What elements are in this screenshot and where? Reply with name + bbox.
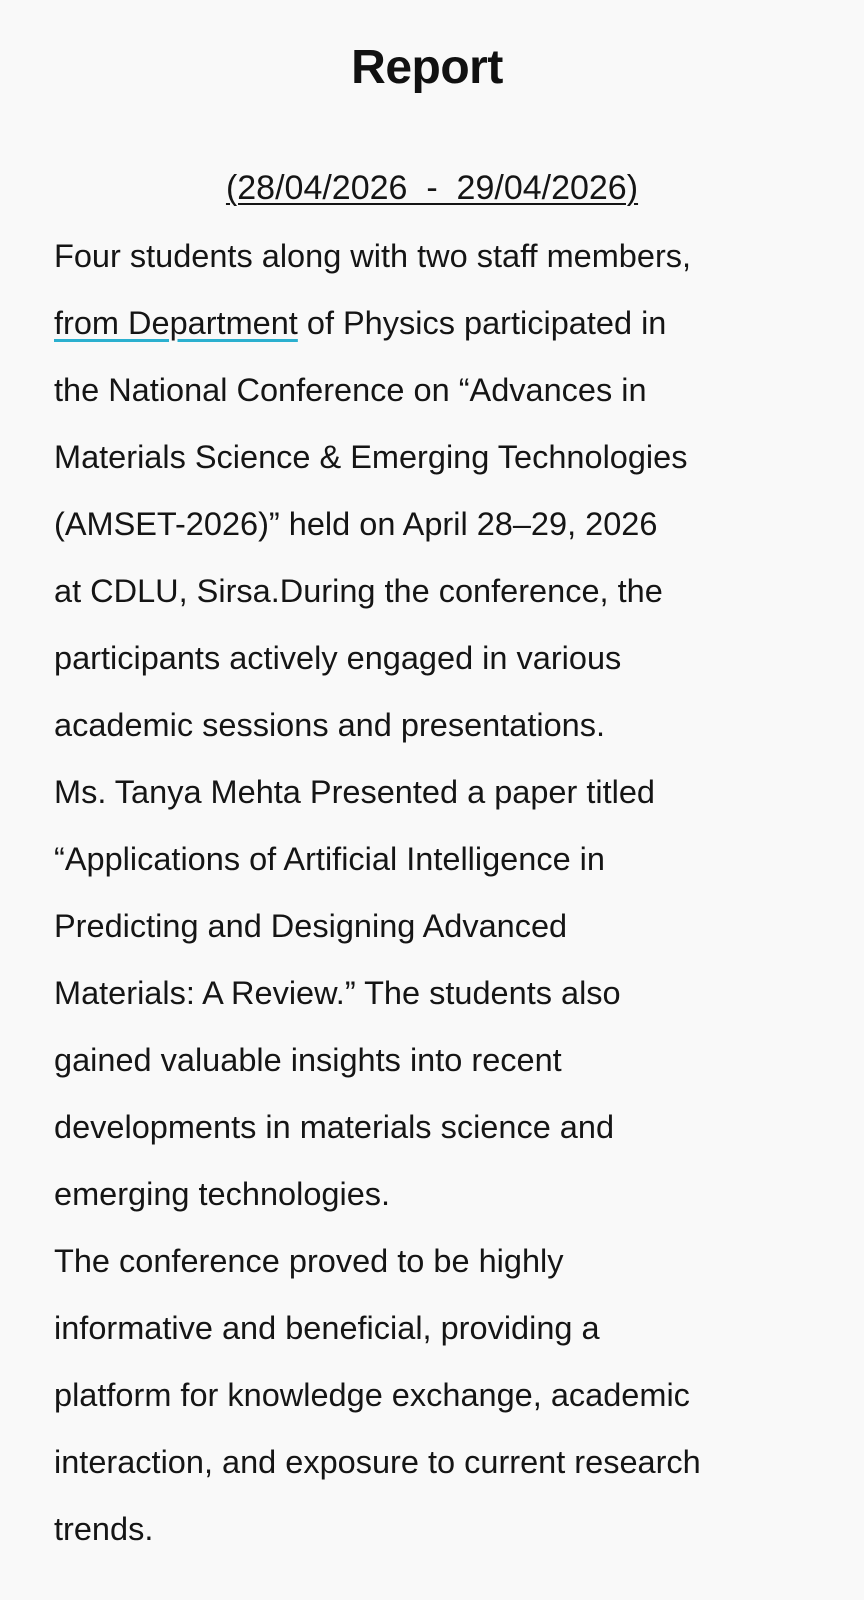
date-range: (28/04/2026 - 29/04/2026): [225, 169, 639, 207]
report-body[interactable]: [54, 223, 844, 1563]
text-line: academic sessions and presentations.: [54, 707, 606, 743]
text-line: gained valuable insights into recent: [54, 1042, 562, 1078]
text-line: Materials Science & Emerging Technologies: [54, 439, 688, 475]
text-line: “Applications of Artificial Intelligence in: [54, 841, 605, 877]
text-line-rest: of Physics participated in: [306, 305, 667, 341]
text-line: Four students along with two staff members,: [54, 238, 692, 274]
text-line: platform for knowledge exchange, academic: [54, 1377, 690, 1413]
text-line: emerging technologies.: [54, 1176, 391, 1212]
text-line: developments in materials science and: [54, 1109, 615, 1145]
text-line: Ms. Tanya Mehta Presented a paper titled: [54, 774, 655, 810]
text-line: the National Conference on “Advances in: [54, 372, 647, 408]
text-line: participants actively engaged in various: [54, 640, 622, 676]
text-line: interaction, and exposure to current research: [54, 1444, 701, 1480]
spellcheck-flagged-phrase[interactable]: from Department: [54, 305, 298, 341]
report-title: Report: [351, 41, 503, 94]
text-line: informative and beneficial, providing a: [54, 1310, 600, 1346]
text-line: The conference proved to be highly: [54, 1243, 564, 1279]
text-line: [54, 290, 844, 357]
text-line: at CDLU, Sirsa.During the conference, the: [54, 573, 663, 609]
text-line: (AMSET-2026)” held on April 28–29, 2026: [54, 506, 658, 542]
text-line: Predicting and Designing Advanced: [54, 908, 568, 944]
text-line: trends.: [54, 1511, 154, 1547]
text-line: Materials: A Review.” The students also: [54, 975, 621, 1011]
